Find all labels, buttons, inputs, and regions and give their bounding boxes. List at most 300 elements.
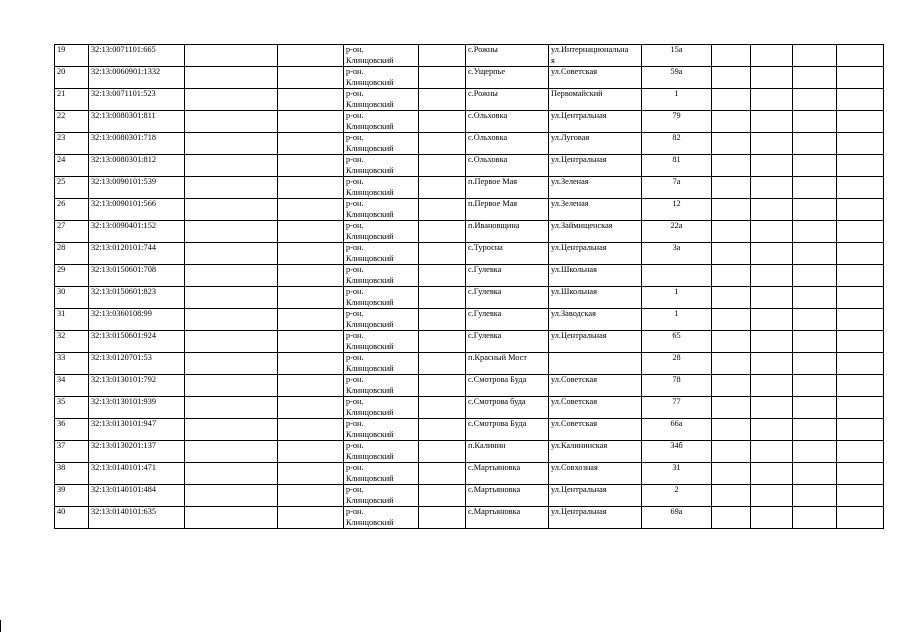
empty-cell (278, 397, 344, 419)
district-line-2: Клинцовский (346, 77, 394, 87)
empty-cell (793, 133, 837, 155)
district-cell (344, 133, 419, 155)
locality-cell: с.Гулевка (466, 309, 549, 331)
district-line-1: р-он. (346, 375, 364, 384)
empty-cell (837, 397, 884, 419)
empty-cell (278, 199, 344, 221)
cadastral-number-cell: 32:13:0130101:792 (89, 375, 185, 397)
district-line-2: Клинцовский (346, 495, 394, 505)
house-number-cell: 12 (642, 199, 712, 221)
empty-cell (419, 441, 466, 463)
row-number-cell: 31 (55, 309, 89, 331)
empty-cell (419, 353, 466, 375)
empty-cell (837, 221, 884, 243)
table-row (55, 45, 884, 67)
district-cell (344, 89, 419, 111)
district-cell (344, 441, 419, 463)
table-row (55, 111, 884, 133)
row-number-cell: 34 (55, 375, 89, 397)
street-line-1: ул.Луговая (551, 133, 590, 142)
street-cell (549, 111, 642, 133)
cadastral-number-cell: 32:13:0130101:939 (89, 397, 185, 419)
cadastral-number-cell: 32:13:0090401:152 (89, 221, 185, 243)
empty-cell (751, 375, 793, 397)
empty-cell (837, 309, 884, 331)
district-line-1: р-он. (346, 155, 364, 164)
empty-cell (793, 331, 837, 353)
street-cell (549, 221, 642, 243)
empty-cell (751, 111, 793, 133)
row-number-cell: 40 (55, 507, 89, 529)
empty-cell (751, 133, 793, 155)
empty-cell (793, 287, 837, 309)
street-cell (549, 353, 642, 375)
empty-cell (185, 221, 278, 243)
empty-cell (837, 265, 884, 287)
locality-cell: с.Ольховка (466, 155, 549, 177)
empty-cell (712, 133, 751, 155)
cadastral-number-cell: 32:13:0090101:539 (89, 177, 185, 199)
empty-cell (712, 441, 751, 463)
district-line-2: Клинцовский (346, 165, 394, 175)
street-cell (549, 309, 642, 331)
cadastral-number-cell: 32:13:0060901:1332 (89, 67, 185, 89)
district-line-2: Клинцовский (346, 451, 394, 461)
row-number-cell: 38 (55, 463, 89, 485)
table-row (55, 243, 884, 265)
empty-cell (419, 67, 466, 89)
district-line-2: Клинцовский (346, 429, 394, 439)
row-number-cell: 24 (55, 155, 89, 177)
house-number-cell: 3а (642, 243, 712, 265)
table-row (55, 485, 884, 507)
empty-cell (837, 463, 884, 485)
district-cell (344, 309, 419, 331)
empty-cell (793, 199, 837, 221)
empty-cell (278, 45, 344, 67)
empty-cell (185, 397, 278, 419)
empty-cell (278, 419, 344, 441)
table-row (55, 375, 884, 397)
empty-cell (185, 89, 278, 111)
empty-cell (837, 441, 884, 463)
district-cell (344, 419, 419, 441)
house-number-cell: 81 (642, 155, 712, 177)
district-line-2: Клинцовский (346, 99, 394, 109)
street-cell (549, 67, 642, 89)
empty-cell (278, 89, 344, 111)
street-cell (549, 507, 642, 529)
table-row (55, 463, 884, 485)
locality-cell: с.Ольховка (466, 111, 549, 133)
empty-cell (185, 243, 278, 265)
house-number-cell: 7а (642, 177, 712, 199)
empty-cell (278, 375, 344, 397)
empty-cell (793, 265, 837, 287)
empty-cell (419, 133, 466, 155)
street-cell (549, 45, 642, 67)
empty-cell (419, 45, 466, 67)
empty-cell (419, 177, 466, 199)
empty-cell (793, 45, 837, 67)
empty-cell (837, 375, 884, 397)
district-line-2: Клинцовский (346, 473, 394, 483)
row-number-cell: 23 (55, 133, 89, 155)
empty-cell (712, 199, 751, 221)
empty-cell (712, 111, 751, 133)
district-cell (344, 265, 419, 287)
empty-cell (712, 155, 751, 177)
row-number-cell: 22 (55, 111, 89, 133)
street-line-1: ул.Совхозная (551, 463, 598, 472)
empty-cell (751, 177, 793, 199)
locality-cell: п.Первое Мая (466, 199, 549, 221)
empty-cell (278, 353, 344, 375)
cadastral-number-cell: 32:13:0150601:708 (89, 265, 185, 287)
district-cell (344, 155, 419, 177)
empty-cell (751, 221, 793, 243)
registry-rows (55, 45, 884, 529)
street-line-1: ул.Заводская (551, 309, 596, 318)
empty-cell (837, 419, 884, 441)
district-line-2: Клинцовский (346, 55, 394, 65)
district-line-1: р-он. (346, 309, 364, 318)
empty-cell (751, 67, 793, 89)
empty-cell (837, 67, 884, 89)
district-line-2: Клинцовский (346, 319, 394, 329)
locality-cell: п.Красный Мост (466, 353, 549, 375)
house-number-cell: 31 (642, 463, 712, 485)
empty-cell (185, 177, 278, 199)
street-cell (549, 133, 642, 155)
empty-cell (712, 463, 751, 485)
locality-cell: с.Смотрова буда (466, 397, 549, 419)
house-number-cell: 1 (642, 287, 712, 309)
district-line-1: р-он. (346, 67, 364, 76)
district-cell (344, 485, 419, 507)
empty-cell (837, 89, 884, 111)
street-line-1: ул.Школьная (551, 265, 597, 274)
empty-cell (712, 507, 751, 529)
empty-cell (185, 67, 278, 89)
street-cell (549, 243, 642, 265)
empty-cell (751, 45, 793, 67)
empty-cell (751, 155, 793, 177)
cadastral-number-cell: 32:13:0150601:823 (89, 287, 185, 309)
house-number-cell: 1 (642, 89, 712, 111)
empty-cell (793, 221, 837, 243)
row-number-cell: 32 (55, 331, 89, 353)
scan-edge-mark (0, 620, 1, 632)
district-line-1: р-он. (346, 199, 364, 208)
empty-cell (419, 375, 466, 397)
district-line-2: Клинцовский (346, 275, 394, 285)
district-line-1: р-он. (346, 331, 364, 340)
district-line-1: р-он. (346, 507, 364, 516)
district-line-1: р-он. (346, 287, 364, 296)
house-number-cell: 79 (642, 111, 712, 133)
cadastral-number-cell: 32:13:0150601:924 (89, 331, 185, 353)
street-line-1: ул.Центральная (551, 507, 607, 516)
empty-cell (712, 221, 751, 243)
street-line-1: ул.Советская (551, 375, 598, 384)
row-number-cell: 33 (55, 353, 89, 375)
district-cell (344, 463, 419, 485)
row-number-cell: 28 (55, 243, 89, 265)
empty-cell (185, 199, 278, 221)
empty-cell (419, 507, 466, 529)
district-line-1: р-он. (346, 441, 364, 450)
cadastral-number-cell: 32:13:0071101:665 (89, 45, 185, 67)
empty-cell (751, 309, 793, 331)
empty-cell (419, 243, 466, 265)
district-line-2: Клинцовский (346, 385, 394, 395)
district-line-2: Клинцовский (346, 209, 394, 219)
empty-cell (419, 155, 466, 177)
cadastral-number-cell: 32:13:0090101:566 (89, 199, 185, 221)
street-line-1: ул.Зеленая (551, 177, 589, 186)
empty-cell (837, 177, 884, 199)
empty-cell (278, 177, 344, 199)
district-line-1: р-он. (346, 419, 364, 428)
empty-cell (278, 287, 344, 309)
street-cell (549, 177, 642, 199)
district-cell (344, 221, 419, 243)
district-cell (344, 111, 419, 133)
street-line-1: Первомайский (551, 89, 603, 98)
empty-cell (793, 309, 837, 331)
locality-cell: с.Мартьяновка (466, 507, 549, 529)
empty-cell (419, 199, 466, 221)
empty-cell (185, 45, 278, 67)
street-cell (549, 463, 642, 485)
empty-cell (793, 353, 837, 375)
empty-cell (751, 353, 793, 375)
street-line-1: ул.Центральная (551, 111, 607, 120)
empty-cell (751, 265, 793, 287)
district-line-1: р-он. (346, 45, 364, 54)
empty-cell (837, 199, 884, 221)
empty-cell (419, 111, 466, 133)
empty-cell (712, 309, 751, 331)
street-cell (549, 441, 642, 463)
empty-cell (837, 485, 884, 507)
street-line-1: ул.Советская (551, 397, 598, 406)
table-row (55, 397, 884, 419)
district-line-1: р-он. (346, 463, 364, 472)
street-line-1: ул.Советская (551, 67, 598, 76)
district-cell (344, 45, 419, 67)
empty-cell (185, 265, 278, 287)
empty-cell (837, 133, 884, 155)
row-number-cell: 39 (55, 485, 89, 507)
locality-cell: с.Ольховка (466, 133, 549, 155)
district-line-1: р-он. (346, 89, 364, 98)
empty-cell (419, 221, 466, 243)
empty-cell (712, 287, 751, 309)
row-number-cell: 19 (55, 45, 89, 67)
table-row (55, 287, 884, 309)
empty-cell (712, 45, 751, 67)
district-cell (344, 507, 419, 529)
street-line-1: ул.Интернациональна (551, 45, 629, 54)
row-number-cell: 29 (55, 265, 89, 287)
district-line-1: р-он. (346, 133, 364, 142)
empty-cell (793, 155, 837, 177)
house-number-cell: 77 (642, 397, 712, 419)
table-row (55, 441, 884, 463)
row-number-cell: 20 (55, 67, 89, 89)
empty-cell (751, 89, 793, 111)
district-cell (344, 67, 419, 89)
empty-cell (793, 67, 837, 89)
district-line-1: р-он. (346, 265, 364, 274)
empty-cell (185, 507, 278, 529)
street-cell (549, 397, 642, 419)
district-line-2: Клинцовский (346, 143, 394, 153)
district-line-2: Клинцовский (346, 121, 394, 131)
empty-cell (751, 507, 793, 529)
district-cell (344, 243, 419, 265)
empty-cell (712, 375, 751, 397)
table-row (55, 507, 884, 529)
empty-cell (419, 485, 466, 507)
empty-cell (185, 463, 278, 485)
empty-cell (793, 463, 837, 485)
empty-cell (185, 155, 278, 177)
locality-cell: с.Гулевка (466, 265, 549, 287)
registry-table (54, 44, 884, 529)
street-line-2: я (551, 55, 555, 65)
locality-cell: п.Первое Мая (466, 177, 549, 199)
street-cell (549, 419, 642, 441)
empty-cell (419, 331, 466, 353)
cadastral-number-cell: 32:13:0080301:718 (89, 133, 185, 155)
street-cell (549, 375, 642, 397)
table-row (55, 199, 884, 221)
empty-cell (419, 397, 466, 419)
street-line-1: ул.Займищенская (551, 221, 613, 230)
empty-cell (751, 199, 793, 221)
district-line-2: Клинцовский (346, 341, 394, 351)
empty-cell (185, 353, 278, 375)
street-cell (549, 287, 642, 309)
district-cell (344, 199, 419, 221)
street-line-1: ул.Калининская (551, 441, 608, 450)
empty-cell (793, 375, 837, 397)
empty-cell (793, 397, 837, 419)
empty-cell (419, 287, 466, 309)
locality-cell: п.Калинин (466, 441, 549, 463)
district-line-2: Клинцовский (346, 407, 394, 417)
district-cell (344, 287, 419, 309)
empty-cell (712, 89, 751, 111)
empty-cell (793, 485, 837, 507)
district-line-1: р-он. (346, 111, 364, 120)
empty-cell (837, 111, 884, 133)
house-number-cell (642, 265, 712, 287)
empty-cell (419, 463, 466, 485)
empty-cell (793, 89, 837, 111)
empty-cell (793, 177, 837, 199)
empty-cell (712, 67, 751, 89)
table-row (55, 309, 884, 331)
cadastral-number-cell: 32:13:0120701:53 (89, 353, 185, 375)
table-row (55, 265, 884, 287)
locality-cell: с.Гулевка (466, 287, 549, 309)
street-cell (549, 485, 642, 507)
district-cell (344, 353, 419, 375)
empty-cell (751, 485, 793, 507)
empty-cell (419, 419, 466, 441)
row-number-cell: 36 (55, 419, 89, 441)
empty-cell (185, 375, 278, 397)
row-number-cell: 21 (55, 89, 89, 111)
cadastral-number-cell: 32:13:0140101:635 (89, 507, 185, 529)
empty-cell (837, 287, 884, 309)
empty-cell (278, 331, 344, 353)
locality-cell: с.Гулевка (466, 331, 549, 353)
empty-cell (837, 45, 884, 67)
empty-cell (419, 309, 466, 331)
table-row (55, 133, 884, 155)
street-line-1: ул.Советская (551, 419, 598, 428)
empty-cell (278, 67, 344, 89)
empty-cell (751, 463, 793, 485)
empty-cell (751, 441, 793, 463)
table-row (55, 155, 884, 177)
locality-cell: с.Рожны (466, 89, 549, 111)
district-line-1: р-он. (346, 243, 364, 252)
district-line-1: р-он. (346, 485, 364, 494)
district-line-2: Клинцовский (346, 363, 394, 373)
district-line-1: р-он. (346, 177, 364, 186)
locality-cell: с.Смотрова Буда (466, 375, 549, 397)
row-number-cell: 26 (55, 199, 89, 221)
empty-cell (185, 133, 278, 155)
street-cell (549, 265, 642, 287)
locality-cell: с.Мартьяновка (466, 485, 549, 507)
district-cell (344, 331, 419, 353)
row-number-cell: 35 (55, 397, 89, 419)
house-number-cell: 69а (642, 507, 712, 529)
street-line-1: ул.Центральная (551, 331, 607, 340)
empty-cell (712, 265, 751, 287)
empty-cell (185, 485, 278, 507)
district-line-1: р-он. (346, 353, 364, 362)
street-line-1: ул.Центральная (551, 155, 607, 164)
street-cell (549, 89, 642, 111)
street-cell (549, 199, 642, 221)
cadastral-number-cell: 32:13:0360108:99 (89, 309, 185, 331)
cadastral-number-cell: 32:13:0140101:471 (89, 463, 185, 485)
empty-cell (712, 419, 751, 441)
empty-cell (751, 331, 793, 353)
cadastral-number-cell: 32:13:0080301:811 (89, 111, 185, 133)
street-line-1: ул.Зеленая (551, 199, 589, 208)
empty-cell (751, 397, 793, 419)
empty-cell (419, 89, 466, 111)
district-cell (344, 375, 419, 397)
empty-cell (278, 463, 344, 485)
street-cell (549, 155, 642, 177)
empty-cell (712, 177, 751, 199)
empty-cell (793, 243, 837, 265)
cadastral-number-cell: 32:13:0080301:812 (89, 155, 185, 177)
empty-cell (185, 331, 278, 353)
table-row (55, 67, 884, 89)
district-line-1: р-он. (346, 221, 364, 230)
